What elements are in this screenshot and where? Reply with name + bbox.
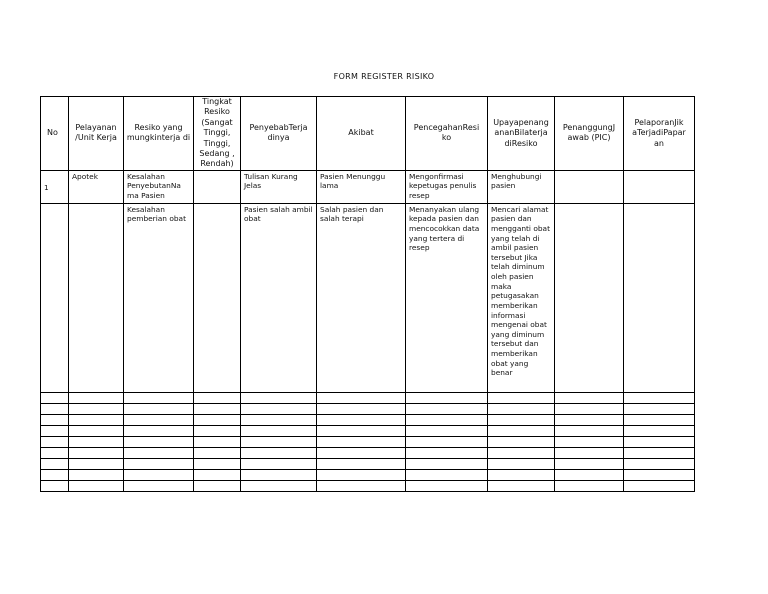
blank-cell: [69, 414, 124, 425]
blank-cell: [69, 458, 124, 469]
header-pic: PenanggungJ awab (PIC): [555, 97, 624, 171]
blank-cell: [241, 447, 317, 458]
cell-akibat: Salah pasien dan salah terapi: [317, 203, 406, 392]
blank-cell: [406, 447, 488, 458]
blank-row: [41, 447, 695, 458]
blank-row: [41, 458, 695, 469]
blank-cell: [555, 480, 624, 491]
blank-cell: [241, 436, 317, 447]
blank-cell: [194, 480, 241, 491]
blank-cell: [488, 469, 555, 480]
blank-cell: [241, 458, 317, 469]
header-resiko: Resiko yang mungkinterja di: [124, 97, 194, 171]
blank-cell: [406, 392, 488, 403]
blank-cell: [124, 458, 194, 469]
blank-cell: [194, 392, 241, 403]
blank-cell: [241, 392, 317, 403]
cell-no: [41, 203, 69, 392]
cell-pencegahan: Menanyakan ulang kepada pasien dan mencocokkan data yang tertera di resep: [406, 203, 488, 392]
cell-akibat: Pasien Menunggu lama: [317, 170, 406, 203]
blank-row: [41, 392, 695, 403]
blank-cell: [317, 469, 406, 480]
blank-cell: [41, 458, 69, 469]
table-row: [41, 203, 695, 392]
blank-cell: [555, 403, 624, 414]
blank-cell: [41, 447, 69, 458]
cell-penyebab: Pasien salah ambil obat: [241, 203, 317, 392]
blank-cell: [406, 436, 488, 447]
blank-cell: [317, 403, 406, 414]
blank-cell: [488, 392, 555, 403]
blank-cell: [41, 480, 69, 491]
blank-cell: [69, 392, 124, 403]
blank-cell: [69, 425, 124, 436]
blank-cell: [555, 425, 624, 436]
cell-pic: [555, 170, 624, 203]
risk-register-table: [40, 96, 695, 492]
cell-pencegahan: Mengonfirmasi kepetugas penulis resep: [406, 170, 488, 203]
blank-cell: [624, 469, 695, 480]
blank-cell: [69, 469, 124, 480]
blank-cell: [488, 425, 555, 436]
blank-cell: [194, 447, 241, 458]
blank-cell: [124, 392, 194, 403]
header-pelayanan: Pelayanan /Unit Kerja: [69, 97, 124, 171]
blank-cell: [241, 414, 317, 425]
blank-cell: [624, 436, 695, 447]
blank-cell: [488, 403, 555, 414]
blank-cell: [317, 392, 406, 403]
cell-tingkat: [194, 170, 241, 203]
cell-no: 1: [41, 170, 69, 203]
blank-cell: [488, 458, 555, 469]
blank-cell: [488, 436, 555, 447]
blank-cell: [624, 480, 695, 491]
blank-cell: [624, 392, 695, 403]
blank-cell: [488, 480, 555, 491]
cell-pelaporan: [624, 203, 695, 392]
blank-cell: [488, 447, 555, 458]
blank-cell: [41, 425, 69, 436]
blank-cell: [406, 403, 488, 414]
table-row: [41, 170, 695, 203]
blank-cell: [41, 436, 69, 447]
cell-resiko: Kesalahan pemberian obat: [124, 203, 194, 392]
blank-cell: [124, 436, 194, 447]
blank-cell: [317, 447, 406, 458]
blank-cell: [124, 414, 194, 425]
blank-cell: [406, 414, 488, 425]
blank-cell: [41, 403, 69, 414]
blank-cell: [624, 458, 695, 469]
blank-row: [41, 469, 695, 480]
cell-pic: [555, 203, 624, 392]
cell-resiko: Kesalahan PenyebutanNa ma Pasien: [124, 170, 194, 203]
form-title: FORM REGISTER RISIKO: [333, 72, 435, 81]
blank-cell: [194, 414, 241, 425]
blank-cell: [624, 414, 695, 425]
blank-cell: [194, 469, 241, 480]
blank-cell: [41, 469, 69, 480]
blank-cell: [555, 414, 624, 425]
blank-row: [41, 414, 695, 425]
blank-cell: [194, 436, 241, 447]
blank-cell: [69, 447, 124, 458]
blank-row: [41, 480, 695, 491]
header-pencegahan: PencegahanResi ko: [406, 97, 488, 171]
cell-penyebab: Tulisan Kurang Jelas: [241, 170, 317, 203]
blank-cell: [624, 447, 695, 458]
blank-cell: [317, 436, 406, 447]
blank-cell: [69, 480, 124, 491]
blank-cell: [69, 436, 124, 447]
cell-tingkat: [194, 203, 241, 392]
blank-cell: [317, 414, 406, 425]
blank-row: [41, 403, 695, 414]
blank-cell: [406, 425, 488, 436]
blank-cell: [555, 447, 624, 458]
header-akibat: Akibat: [317, 97, 406, 171]
blank-row: [41, 425, 695, 436]
blank-cell: [317, 458, 406, 469]
blank-cell: [124, 403, 194, 414]
blank-cell: [194, 425, 241, 436]
blank-cell: [124, 469, 194, 480]
blank-cell: [317, 480, 406, 491]
blank-cell: [488, 414, 555, 425]
blank-cell: [406, 480, 488, 491]
blank-cell: [241, 425, 317, 436]
header-pelaporan: PelaporanJik aTerjadiPapar an: [624, 97, 695, 171]
blank-cell: [555, 458, 624, 469]
blank-cell: [406, 469, 488, 480]
blank-cell: [555, 392, 624, 403]
blank-cell: [124, 425, 194, 436]
header-tingkat: Tingkat Resiko (Sangat Tinggi, Tinggi, Sedang , Rendah): [194, 97, 241, 171]
blank-cell: [124, 480, 194, 491]
blank-cell: [624, 425, 695, 436]
header-upaya: Upayapenang ananBilaterja diResiko: [488, 97, 555, 171]
blank-row: [41, 436, 695, 447]
blank-cell: [555, 469, 624, 480]
cell-upaya: Menghubungi pasien: [488, 170, 555, 203]
blank-cell: [194, 403, 241, 414]
cell-upaya: Mencari alamat pasien dan mengganti obat yang telah di ambil pasien tersebut Jika telah diminum oleh pasien maka petugasakan memberikan informasi mengenai obat yang diminum tersebut dan memberikan obat yang benar: [488, 203, 555, 392]
blank-cell: [124, 447, 194, 458]
blank-cell: [69, 403, 124, 414]
cell-pelayanan: Apotek: [69, 170, 124, 203]
cell-pelaporan: [624, 170, 695, 203]
blank-cell: [624, 403, 695, 414]
header-row: [41, 97, 695, 171]
blank-cell: [241, 480, 317, 491]
cell-pelayanan: [69, 203, 124, 392]
blank-cell: [41, 392, 69, 403]
header-penyebab: PenyebabTerja dinya: [241, 97, 317, 171]
blank-cell: [241, 403, 317, 414]
blank-cell: [41, 414, 69, 425]
blank-cell: [555, 436, 624, 447]
blank-cell: [194, 458, 241, 469]
header-no: No: [41, 97, 69, 171]
blank-cell: [317, 425, 406, 436]
blank-cell: [406, 458, 488, 469]
blank-cell: [241, 469, 317, 480]
